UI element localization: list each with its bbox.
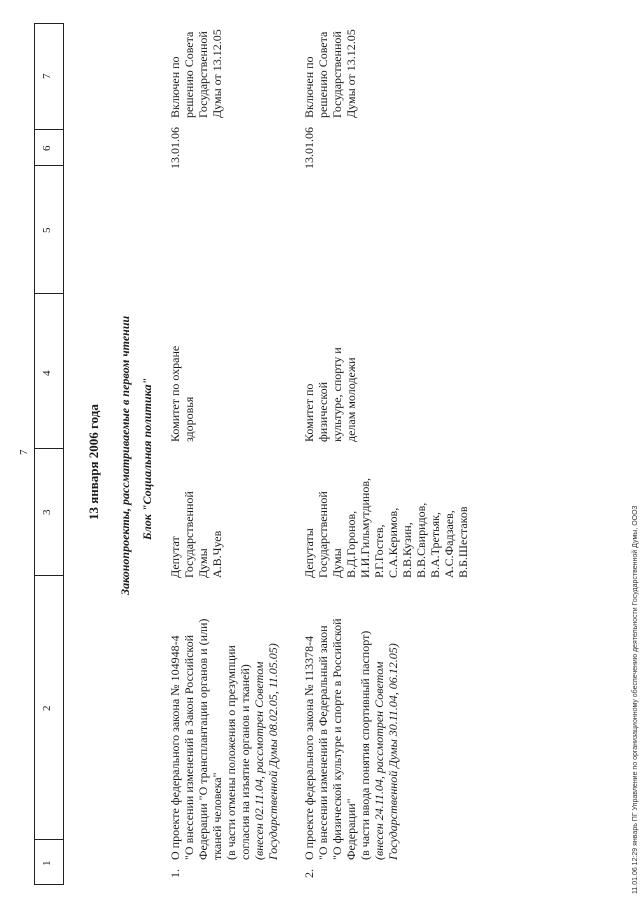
header-number: 2	[41, 705, 53, 711]
remark: Включен по решению Совета Государственной Думы от 13.12.05	[302, 29, 358, 118]
bill-note: (внесен 02.11.04, рассмотрен Советом Государственной Думы 08.02.05, 11.05.05)	[252, 643, 280, 860]
date-heading: 13 января 2006 года	[86, 404, 101, 520]
review-date: 13.01.06	[168, 127, 182, 169]
bill-title: О проекте федерального закона № 104948-4 "О внесении изменений в Закон Российской Федерации "О трансплантации органов и (или) тканей человека" (в части отмены положения о презумпции согласия на изъятие органов и тканей)	[168, 618, 252, 860]
column-number-header	[34, 23, 64, 885]
header-cell-6	[35, 130, 63, 166]
block-heading: Блок "Социальная политика"	[140, 377, 154, 540]
row-number: 1.	[168, 869, 182, 878]
bill-note: (внесен 24.11.04, рассмотрен Советом Государственной Думы 30.11.04, 06.12.05)	[372, 643, 400, 860]
header-cell-3	[35, 449, 63, 576]
header-cell-1	[35, 840, 63, 884]
header-number: 7	[41, 73, 53, 79]
committee: Комитет по охране здоровья	[168, 345, 196, 442]
bill-title: О проекте федерального закона № 113378-4 "О внесении изменений в Федеральный закон "О физической культуре и спорте в Российской Федерации" (в части ввода понятия спортивный паспорт)	[302, 618, 372, 860]
header-number: 4	[41, 370, 53, 376]
initiator: Депутат Государственной Думы А.В.Чуев	[168, 491, 224, 578]
header-number: 1	[41, 860, 53, 866]
row-number: 2.	[302, 869, 316, 878]
footer-line: 11.01.06 12:29 январь ПГ Управление по организационному обеспечению деятельности Государственной Думы, ООО3	[632, 505, 639, 894]
remark: Включен по решению Совета Государственной Думы от 13.12.05	[168, 29, 224, 118]
page-number: 7	[18, 449, 30, 455]
header-number: 3	[41, 509, 53, 515]
initiator: Депутаты Государственной Думы В.Д.Горонов, И.И.Гильмутдинов, Р.Г.Гостев, С.А.Керимов, В.В.Кузин, В.В.Свиридов, В.А.Третьяк, А.С.Фадзаев, В.Б.Шестаков	[302, 478, 470, 578]
header-cell-4	[35, 294, 63, 449]
review-date: 13.01.06	[302, 127, 316, 169]
section-heading: Законопроекты, рассматриваемые в первом чтении	[118, 315, 132, 595]
header-cell-5	[35, 166, 63, 294]
header-cell-7	[35, 22, 63, 130]
header-number: 6	[41, 145, 53, 151]
header-number: 5	[41, 227, 53, 233]
committee: Комитет по физической культуре, спорту и делам молодежи	[302, 347, 358, 442]
header-cell-2	[35, 576, 63, 840]
